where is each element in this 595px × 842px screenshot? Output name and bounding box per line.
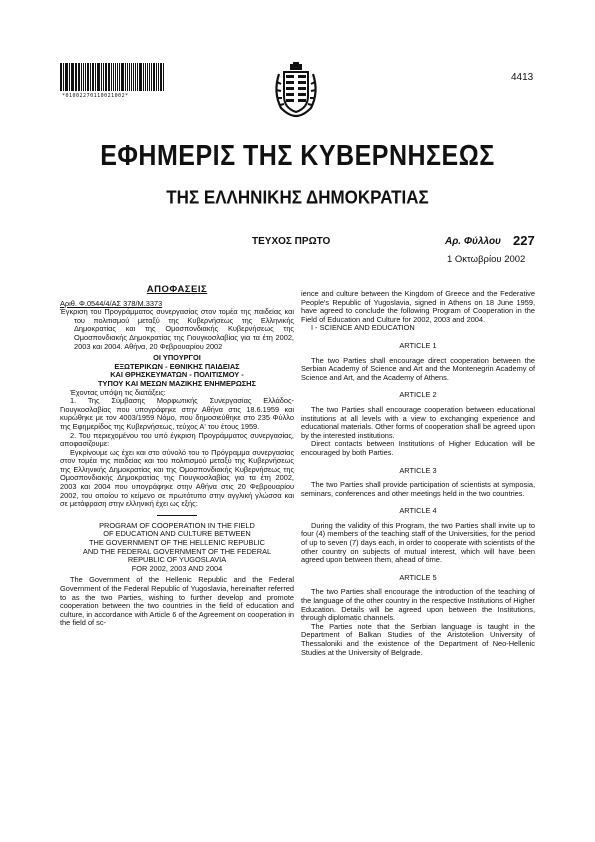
program-title-1: PROGRAM OF COOPERATION IN THE FIELD [99, 520, 255, 530]
barcode-bar [63, 63, 64, 91]
article-2-title: ARTICLE 2 [399, 390, 437, 400]
approval-text: Εγκρίνουμε ως έχει και στο σύνολό του το Πρόγραμμα συνεργασίας στον τομέα της παιδείας και του πολιτισμού μεταξύ της Κυβερνήσεως της Ελληνικής Δημοκρατίας και της Ομοσπονδιακής Κυβερνήσεως της Ομοσπονδιακής Δημοκρατίας της Γιουγκοσλαβίας για τα έτη 2002, 2003 και 2004 που υπογράφηκε στην Αθήνα στις 20 Φεβρουαρίου 2002, του οποίου το κείμενο σε πρωτότυπο στην αγγλική γλώσσα και σε μετάφραση στην ελληνική έχει ως εξής: [60, 447, 294, 509]
barcode-bar [78, 63, 80, 91]
article-1-text: The two Parties shall encourage direct cooperation between the Serbian Academy of Science and Art and the Montenegrin Academy of Science and Art, and the Academy of Athens. [301, 355, 535, 382]
barcode-bar [95, 63, 96, 91]
ministers-line-2: ΕΞΩΤΕΡΙΚΩΝ - ΕΘΝΙΚΗΣ ΠΑΙΔΕΙΑΣ [114, 361, 240, 371]
article-5-text-2: The Parties note that the Serbian language is taught in the Department of Balkan Studies of the Aristotelion University of Thessaloniki and the existence of the Department of Neo-Hellenic Studies at the University of Belgrade. [301, 621, 535, 657]
barcode-bar [69, 63, 70, 91]
article-4-title: ARTICLE 4 [399, 506, 437, 516]
page-number: 4413 [511, 72, 534, 83]
barcode-bar [133, 63, 134, 91]
barcode-bar [101, 63, 102, 91]
article-3-text: The two Parties shall provide participation of scientists at symposia, seminars, conferences and other meetings held in the two countries. [301, 480, 535, 498]
barcode-bar [160, 63, 163, 91]
issue-label: ΤΕΥΧΟΣ ΠΡΩΤΟ [252, 236, 331, 247]
barcode [60, 63, 165, 91]
barcode-bar [153, 63, 155, 91]
barcode-bar [98, 63, 100, 91]
article-4-text: During the validity of this Program, the two Parties shall invite up to four (4) members of the teaching staff of the Universities, for the period of up to seven (7) days each, in order to cooperate with scientists of the other country on subjects of mutual interest, which will have been agreed upon between them, ahead of time. [301, 520, 535, 565]
barcode-bar [66, 63, 68, 91]
barcode-bar [129, 63, 131, 91]
decision-reference: Αριθ. Φ.0544/4/ΑΣ 378/Μ.3373 [60, 298, 163, 308]
barcode-bar [117, 63, 119, 91]
barcode-bar [131, 63, 132, 91]
section-science-education: I - SCIENCE AND EDUCATION [311, 323, 415, 333]
barcode-bar [108, 63, 110, 91]
barcode-bar [111, 63, 112, 91]
program-title-4: AND THE FEDERAL GOVERNMENT OF THE FEDERAL [82, 546, 272, 556]
provision-1: 1. Της Σύμβασης Μορφωτικής Συνεργασίας Ελλάδος-Γιουγκοσλαβίας που υπογράφηκε στην Αθήνα στις 18.6.1959 και κυρώθηκε με τον 4003/1959 Νόμο, που δημοσιεύθηκε στο 235 Φύλλο της Εφημερίδος της Κυβερνήσεως, τεύχος Α' του έτους 1959. [60, 396, 294, 431]
barcode-bar [135, 63, 136, 91]
ministers-line-1: ΟΙ ΥΠΟΥΡΓΟΙ [153, 353, 201, 363]
barcode-bar [149, 63, 150, 91]
program-title-2: OF EDUCATION AND CULTURE BETWEEN [103, 529, 251, 539]
barcode-bar [119, 63, 120, 91]
article-1-title: ARTICLE 1 [399, 340, 437, 350]
barcode-bar [92, 63, 94, 91]
barcode-bar [87, 63, 90, 91]
article-5-text: The two Parties shall encourage the introduction of the teaching of the language of the other country in the respective Institutions of Higher Education. Details will be agreed upon between the Institutions, through diplomatic channels. [301, 587, 535, 623]
barcode-bar [71, 63, 74, 91]
program-title-5: REPUBLIC OF YUGOSLAVIA [127, 555, 227, 565]
article-3-title: ARTICLE 3 [399, 465, 437, 475]
barcode-bar [97, 63, 98, 91]
barcode-bar [143, 63, 144, 91]
program-title-3: THE GOVERNMENT OF THE HELLENIC REPUBLIC [89, 538, 265, 548]
ministers-line-4: ΤΥΠΟΥ ΚΑΙ ΜΕΣΩΝ ΜΑΖΙΚΗΣ ΕΝΗΜΕΡΩΣΗΣ [98, 378, 256, 388]
divider [157, 515, 197, 516]
barcode-bar [83, 63, 84, 91]
barcode-bar [65, 63, 66, 91]
provision-2: 2. Του περιεχομένου του υπό έγκριση Προγράμματος συνεργασίας, αποφασίζουμε: [60, 430, 294, 449]
barcode-bar [85, 63, 86, 91]
barcode-bar [158, 63, 159, 91]
barcode-bar [75, 63, 76, 91]
left-column [60, 286, 294, 628]
greek-coat-of-arms-icon [271, 62, 321, 118]
article-5-title: ARTICLE 5 [399, 572, 437, 582]
decision-title: Έγκριση του Προγράμματος συνεργασίας στον τομέα της παιδείας και του πολιτισμού μεταξύ της Κυβερνήσεως της Ελληνικής Δημοκρατίας και της Ομοσπονδιακής Κυβερνήσεως της Ομοσπονδιακής Δημοκρατίας της Γιουγκοσλαβίας για τα έτη 2002, 2003 και 2004. Αθήνα, 20 Φεβρουαρίου 2002 [60, 307, 294, 351]
gazette-title: ΕΦΗΜΕΡΙΣ ΤΗΣ ΚΥΒΕΡΝΗΣΕΩΣ [100, 139, 495, 173]
barcode-bar [151, 63, 152, 91]
section-heading: ΑΠΟΦΑΣΕΙΣ [146, 284, 208, 295]
issue-date: 1 Οκτωβρίου 2002 [447, 254, 526, 265]
barcode-number: *01002270110021002* [62, 93, 129, 99]
barcode-bar [105, 63, 108, 91]
barcode-bar [139, 63, 142, 91]
barcode-bar [60, 63, 62, 91]
article-2-text-2: Direct contacts between Institutions of Higher Education will be encouraged by both Parties. [301, 439, 535, 457]
barcode-bar [156, 63, 157, 91]
barcode-bar [121, 63, 124, 91]
barcode-bar [125, 63, 126, 91]
barcode-bar [90, 63, 91, 91]
sheet-label: Αρ. Φύλλου [445, 236, 501, 247]
barcode-bar [103, 63, 104, 91]
program-preamble: The Government of the Hellenic Republic and the Federal Government of the Federal Republic of Yugoslavia, hereinafter referred to as the two Parties, wishing to further develop and promote cooperation between the two countries in the field of education and culture, in accordance with Article 6 of the Agreement on cooperation in the field of sc- [60, 575, 294, 628]
barcode-bar [76, 63, 77, 91]
program-title-6: FOR 2002, 2003 AND 2004 [131, 563, 223, 573]
ministers-line-3: ΚΑΙ ΘΡΗΣΚΕΥΜΑΤΩΝ - ΠΟΛΙΤΙΣΜΟΥ - [110, 370, 244, 380]
barcode-bar [145, 63, 146, 91]
gazette-subtitle: ΤΗΣ ΕΛΛΗΝΙΚΗΣ ΔΗΜΟΚΡΑΤΙΑΣ [166, 187, 429, 208]
barcode-bar [137, 63, 139, 91]
barcode-bar [147, 63, 149, 91]
considering-text: Έχοντας υπόψη τις διατάξεις: [70, 387, 166, 397]
barcode-bar [81, 63, 82, 91]
preamble-continued: ience and culture between the Kingdom of Greece and the Federative People's Republic of Yugoslavia, signed in Athens on 18 June 1959, have agreed to conclude the following Program of Cooperation in the Field of Education and Culture for 2002, 2003 and 2004. [301, 289, 535, 324]
barcode-bar [115, 63, 116, 91]
barcode-bar [127, 63, 128, 91]
barcode-bar [113, 63, 114, 91]
sheet-number: 227 [513, 233, 535, 248]
barcode-bar [163, 63, 164, 91]
right-column [301, 290, 535, 657]
article-2-text: The two Parties shall encourage cooperation between educational institutions at all levels with a view to exchanging experience and educational materials. Other forms of cooperation shall be agreed upon by the interested institutions. [301, 404, 535, 440]
